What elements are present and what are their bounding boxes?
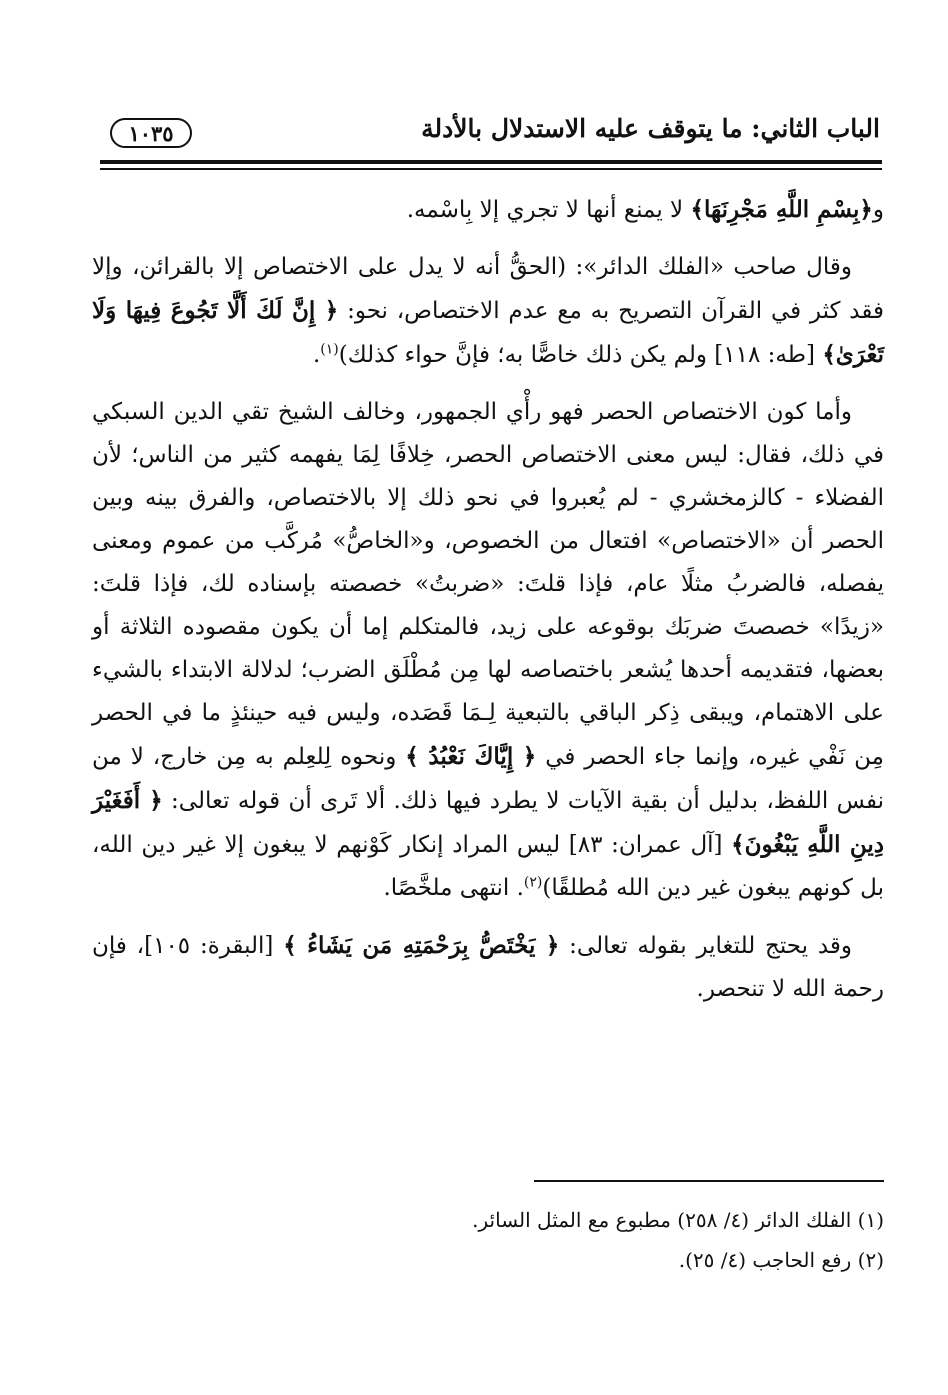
paragraph-3 [92,391,884,910]
quran-verse: ﴿ يَخْتَصُّ بِرَحْمَتِهِ مَن يَشَاءُ ﴾ [283,932,560,959]
paragraph-1 [92,188,884,232]
quran-verse: ﴿ إِيَّاكَ نَعْبُدُ ﴾ [405,743,537,770]
text-run: [البقرة: ١٠٥]، فإن رحمة الله لا تنحصر. [92,933,884,1002]
paragraph-2 [92,246,884,377]
quran-verse: ﴿بِسْمِ اللَّهِ مَجْرِنَهَا﴾ [690,196,873,223]
text-run: . انتهى ملخَّصًا. [383,875,524,901]
footnote-separator [534,1180,884,1182]
text-run: ونحوه لِلعِلم به مِن خارج، لا من نفس اللفظ، بدليل أن بقية الآيات لا يطرد فيها ذلك. ألا تَرى أن قوله تعالى: [92,744,884,814]
footnote-ref[interactable]: (١) [320,341,339,358]
quran-verse: ﴿ أَفَغَيْرَ دِينِ اللَّهِ يَبْغُونَ﴾ [92,787,885,858]
text-run: لا يمنع أنها لا تجري إلا بِاسْمه. [406,197,691,223]
text-run: وقال صاحب «الفلك الدائر»: (الحقُّ أنه لا يدل على الاختصاص إلا بالقرائن، وإلا فقد كثر في القرآن التصريح به مع عدم الاختصاص، نحو: [92,254,884,324]
footnote-1: (١) الفلك الدائر (٤/ ٢٥٨) مطبوع مع المثل السائر. [472,1208,884,1232]
footnotes [92,1200,884,1280]
text-run: وقد يحتج للتغاير بقوله تعالى: [559,933,852,959]
text-run: [آل عمران: ٨٣] ليس المراد إنكار كَوْنهم لا يبغون إلا غير دين الله، بل كونهم يبغون غير دين الله مُطلقًا) [92,832,884,901]
header-rule-thin [100,168,882,170]
footnote-2: (٢) رفع الحاجب (٤/ ٢٥). [678,1248,884,1272]
page-number: ١٠٣٥ [110,118,192,148]
text-run: وأما كون الاختصاص الحصر فهو رأْي الجمهور، وخالف الشيخ تقي الدين السبكي في ذلك، فقال: ليس معنى الاختصاص الحصر، خِلافًا لِمَا يفهمه كثير من الناس؛ لأن الفضلاء - كالزمخشري - لم يُعبروا في نحو ذلك إلا بالاختصاص، والفرق بينه وبين الحصر أن «الاختصاص» افتعال من الخصوص، و«الخاصُّ» مُركَّب من عموم ومعنى يفصله، فالضربُ مثلًا عام، فإذا قلتَ: «ضربتُ» خصصته بإسناده لك، فإذا قلتَ: «زيدًا» خصصتَ ضربَك بوقوعه على زيد، فالمتكلم إما أن يكون مقصوده الثلاثة أو بعضها، فتقديمه أحدها يُشعر باختصاصه لها مِن مُطْلَق الضرب؛ لدلالة الابتداء بالشيء على الاهتمام، ويبقى ذِكر الباقي بالتبعية لِـمَا قَصَده، وليس فيه حينئذٍ ما في الحصر مِن نَفْي غيره، وإنما جاء الحصر في [92,399,885,770]
text-run: [طه: ١١٨] ولم يكن ذلك خاصًّا به؛ فإنَّ حواء كذلك) [338,342,823,368]
text-run: . [312,342,321,368]
text-run: و [872,197,884,223]
header-rule-thick [100,160,882,164]
chapter-title: الباب الثاني: ما يتوقف عليه الاستدلال بالأدلة [421,114,880,143]
main-text [92,188,884,1025]
page-header [96,108,880,156]
footnote-ref[interactable]: (٢) [523,874,543,891]
paragraph-4 [92,924,884,1011]
quran-verse: ﴿ إِنَّ لَكَ أَلَّا تَجُوعَ فِيهَا وَلَا تَعْرَىٰ﴾ [92,297,884,368]
